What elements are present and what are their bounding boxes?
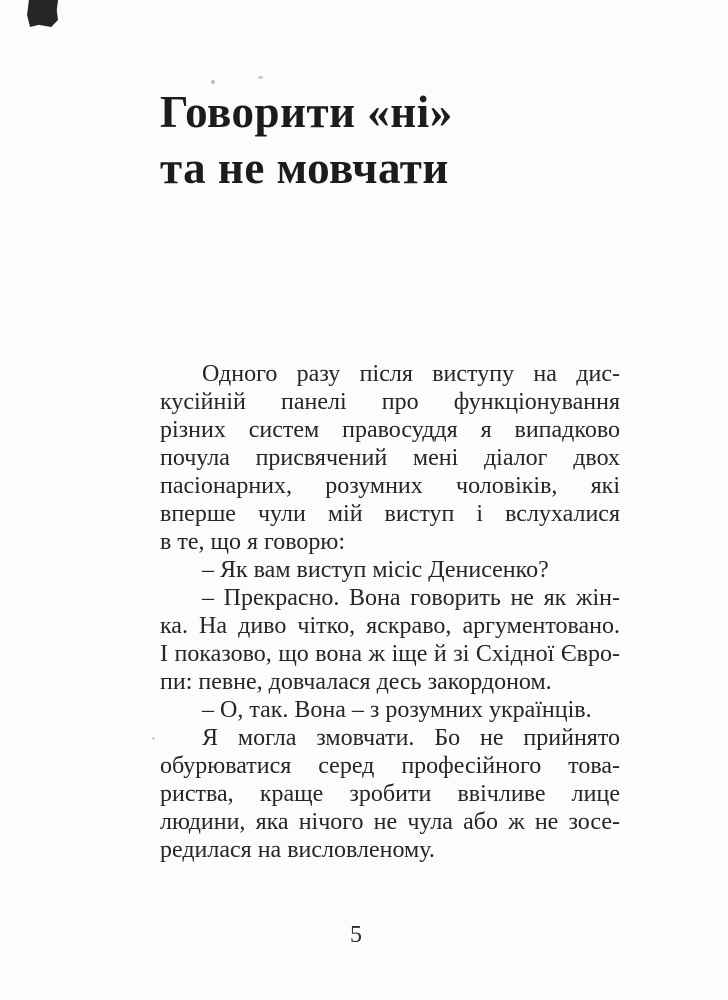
body-line: кусійній панелі про функціонування [160,389,620,415]
scan-artifact-blob [27,0,58,27]
body-line: вперше чули мій виступ і вслухалися [160,501,620,527]
body-line: І показово, що вона ж іще й зі Східної Євро- [160,641,620,667]
body-line: пасіонарних, розумних чоловіків, які [160,473,620,499]
body-line: редилася на висловленому. [160,837,435,863]
body-line: людини, яка нічого не чула або ж не зосе- [160,809,620,835]
chapter-title-line-1: Говорити «ні» [160,87,453,137]
body-line: риства, краще зробити ввічливе лице [160,781,620,807]
body-line: Я могла змовчати. Бо не прийнято [202,725,620,751]
body-line: ка. На диво чітко, яскраво, аргументовано. [160,613,620,639]
body-line: – О, так. Вона – з розумних українців. [202,697,592,723]
chapter-title-line-2: та не мовчати [160,143,449,193]
body-line: почула присвячений мені діалог двох [160,445,620,471]
body-line: обурюватися серед професійного това- [160,753,620,779]
page-number: 5 [350,922,362,948]
body-line: – Як вам виступ місіс Денисенко? [202,557,549,583]
scan-speck [258,76,263,79]
body-line: пи: певне, довчалася десь закордоном. [160,669,552,695]
body-line: різних систем правосуддя я випадково [160,417,620,443]
chapter-title [160,84,590,196]
scan-speck [152,737,155,740]
body-line: – Прекрасно. Вона говорить не як жін- [202,585,620,611]
body-line: Одного разу після виступу на дис- [202,361,620,387]
body-line: в те, що я говорю: [160,529,346,555]
body-text [160,360,620,864]
